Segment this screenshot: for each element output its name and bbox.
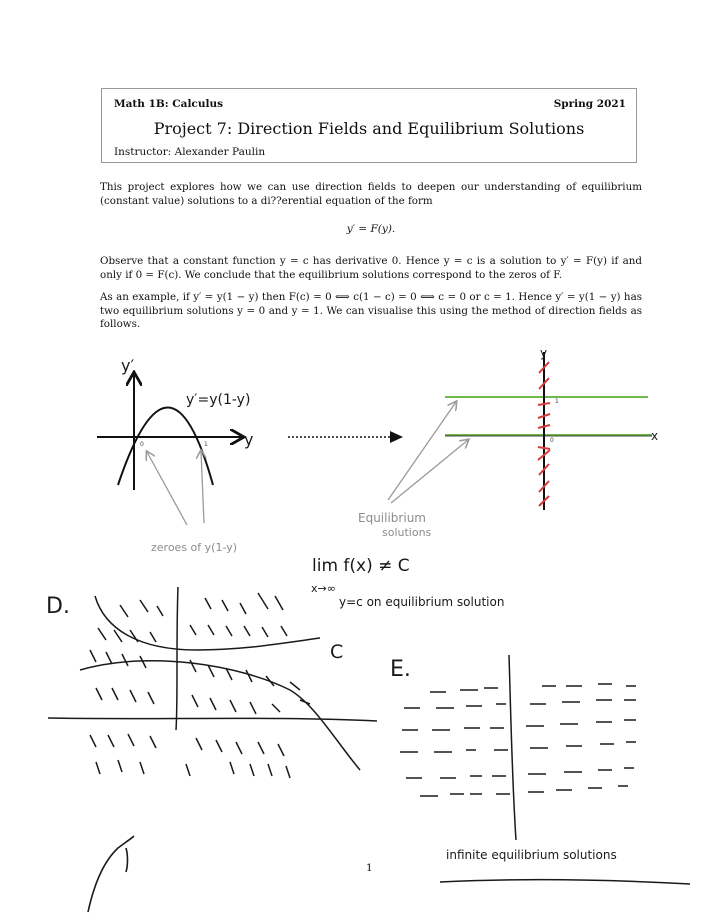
label-D: D. [46,594,70,619]
label-C: C [330,641,344,663]
limit-subscript: x→∞ [311,582,336,595]
infinite-note-underline [440,880,690,884]
pointer-zero [147,452,187,525]
sketch-E [390,655,690,884]
term: Spring 2021 [553,98,626,110]
equilibrium-caption-2: solutions [382,526,432,539]
tick-0: 0 [140,441,144,448]
sketch-D-vertical-axis [176,587,178,730]
sketch-D [46,587,377,778]
right-tick-1: 1 [555,398,559,405]
tick-1: 1 [204,441,208,448]
instructor: Instructor: Alexander Paulin [114,146,266,158]
pointer-eq-1 [388,402,456,500]
pointer-one [201,451,204,523]
observation-paragraph: Observe that a constant function y = c has derivative 0. Hence y = c is a solution to y′ = F(y) if and only if 0 = F(c). We conclude that the equilibrium solutions correspond to the zeros of F. [100,255,642,281]
label-E: E. [390,657,411,682]
transition-arrowhead [390,431,403,443]
project-title: Project 7: Direction Fields and Equilibrium Solutions [153,119,585,138]
sketch-D-horizontal-axis [48,718,377,721]
left-y-label: y′ [121,356,135,375]
page-number: 1 [366,862,373,874]
curve-label: y′=y(1-y) [186,392,251,408]
equilibrium-note: y=c on equilibrium solution [339,595,505,609]
course-name: Math 1B: Calculus [114,98,223,110]
parabola-curve [118,408,213,486]
sketch-D-curve-lower [80,661,360,770]
intro-paragraph: This project explores how we can use direction fields to deepen our understanding of equilibrium (constant value) solutions to a di??erential equation of the form [100,181,642,207]
right-y-label: y [540,346,548,360]
right-tick-0: 0 [550,437,554,444]
left-x-label: y [244,430,254,449]
equilibrium-caption-1: Equilibrium [358,511,426,525]
right-graph [358,346,658,539]
example-paragraph: As an example, if y′ = y(1 − y) then F(c) = 0 ⟺ c(1 − c) = 0 ⟺ c = 0 or c = 1. Hence y′ = y(1 − y) has two equilibrium solutions y = 0 and y = 1. We can visualise this using the method of direction fields as follows. [100,291,642,331]
infinite-note: infinite equilibrium solutions [446,848,617,862]
sketch-D-slope-marks [90,593,310,778]
sketch-E-vertical-axis [509,655,516,840]
stray-pen-stroke [88,836,134,912]
zeros-caption: zeroes of y(1-y) [151,541,238,554]
left-graph [97,356,253,554]
right-x-label: x [651,429,659,443]
pointer-eq-0 [391,440,468,503]
limit-note: lim f(x) ≠ C [312,556,410,576]
equation: y′ = F(y). [346,223,396,235]
